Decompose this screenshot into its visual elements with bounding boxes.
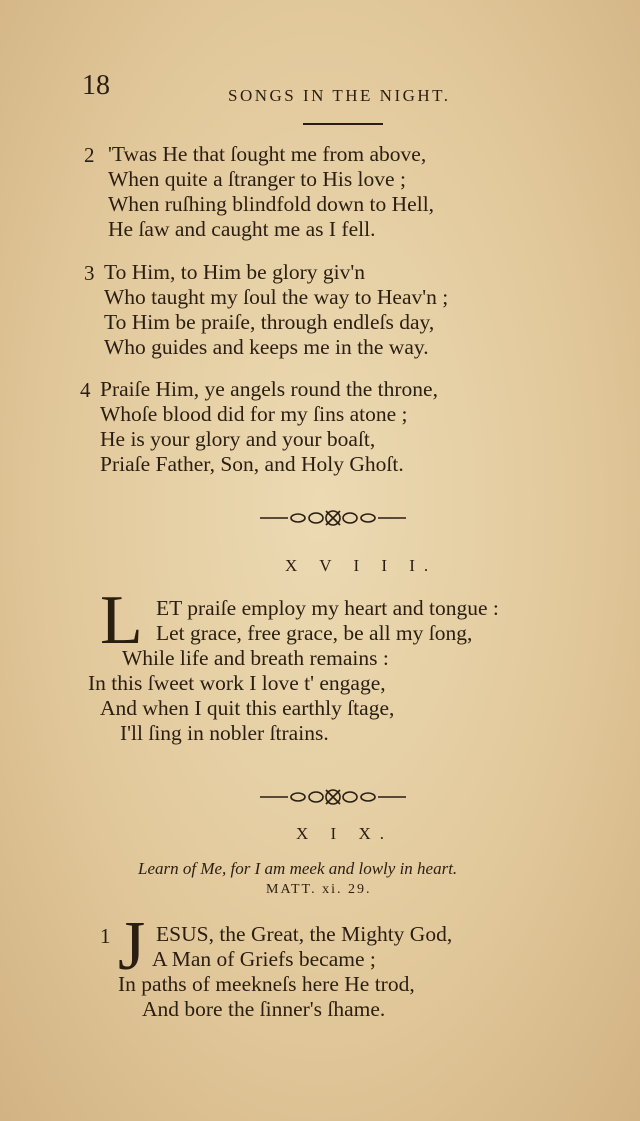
header-rule [303, 123, 383, 125]
hymn-line: ET praiſe employ my heart and tongue : [156, 596, 499, 620]
epigraph: Learn of Me, for I am meek and lowly in heart. [138, 859, 458, 878]
verse-line: Praiſe Him, ye angels round the throne, [100, 377, 438, 401]
verse-number: 2 [84, 143, 95, 167]
verse-line: 'Twas He that ſought me from above, [108, 142, 427, 166]
verse-line: To Him be praiſe, through endleſs day, [104, 310, 435, 334]
verse-line: When quite a ſtranger to His love ; [108, 167, 406, 191]
verse-line: To Him, to Him be glory giv'n [104, 260, 365, 284]
hymn-line: A Man of Griefs became ; [152, 947, 376, 971]
hymn-number: X I X. [296, 824, 393, 843]
verse-number: 4 [80, 378, 91, 402]
hymn-line: Let grace, free grace, be all my ſong, [156, 621, 473, 645]
drop-cap: L [100, 582, 143, 659]
verse-line: Whoſe blood did for my ſins atone ; [100, 402, 408, 426]
hymn-line: And when I quit this earthly ſtage, [100, 696, 395, 720]
verse-line: Priaſe Father, Son, and Holy Ghoſt. [100, 452, 404, 476]
hymn-line: I'll ſing in nobler ſtrains. [120, 721, 329, 745]
verse-line: He ſaw and caught me as I fell. [108, 217, 376, 241]
printers-ornament-icon [258, 786, 408, 808]
hymn-line: And bore the ſinner's ſhame. [142, 997, 386, 1021]
hymn-number: X V I I I. [285, 556, 438, 575]
printers-ornament-icon [258, 507, 408, 529]
verse-line: He is your glory and your boaſt, [100, 427, 376, 451]
drop-cap: J [118, 908, 146, 985]
hymn-line: In this ſweet work I love t' engage, [88, 671, 386, 695]
verse-number: 1 [100, 924, 111, 948]
hymn-line: In paths of meekneſs here He trod, [118, 972, 415, 996]
hymn-line: While life and breath remains : [122, 646, 389, 670]
verse-line: When ruſhing blindfold down to Hell, [108, 192, 435, 216]
verse-line: Who guides and keeps me in the way. [104, 335, 429, 359]
hymn-line: ESUS, the Great, the Mighty God, [156, 922, 453, 946]
verse-number: 3 [84, 261, 95, 285]
running-title: SONGS IN THE NIGHT. [228, 86, 451, 105]
page-number: 18 [82, 70, 110, 101]
verse-line: Who taught my ſoul the way to Heav'n ; [104, 285, 449, 309]
scripture-reference: MATT. xi. 29. [266, 882, 372, 897]
